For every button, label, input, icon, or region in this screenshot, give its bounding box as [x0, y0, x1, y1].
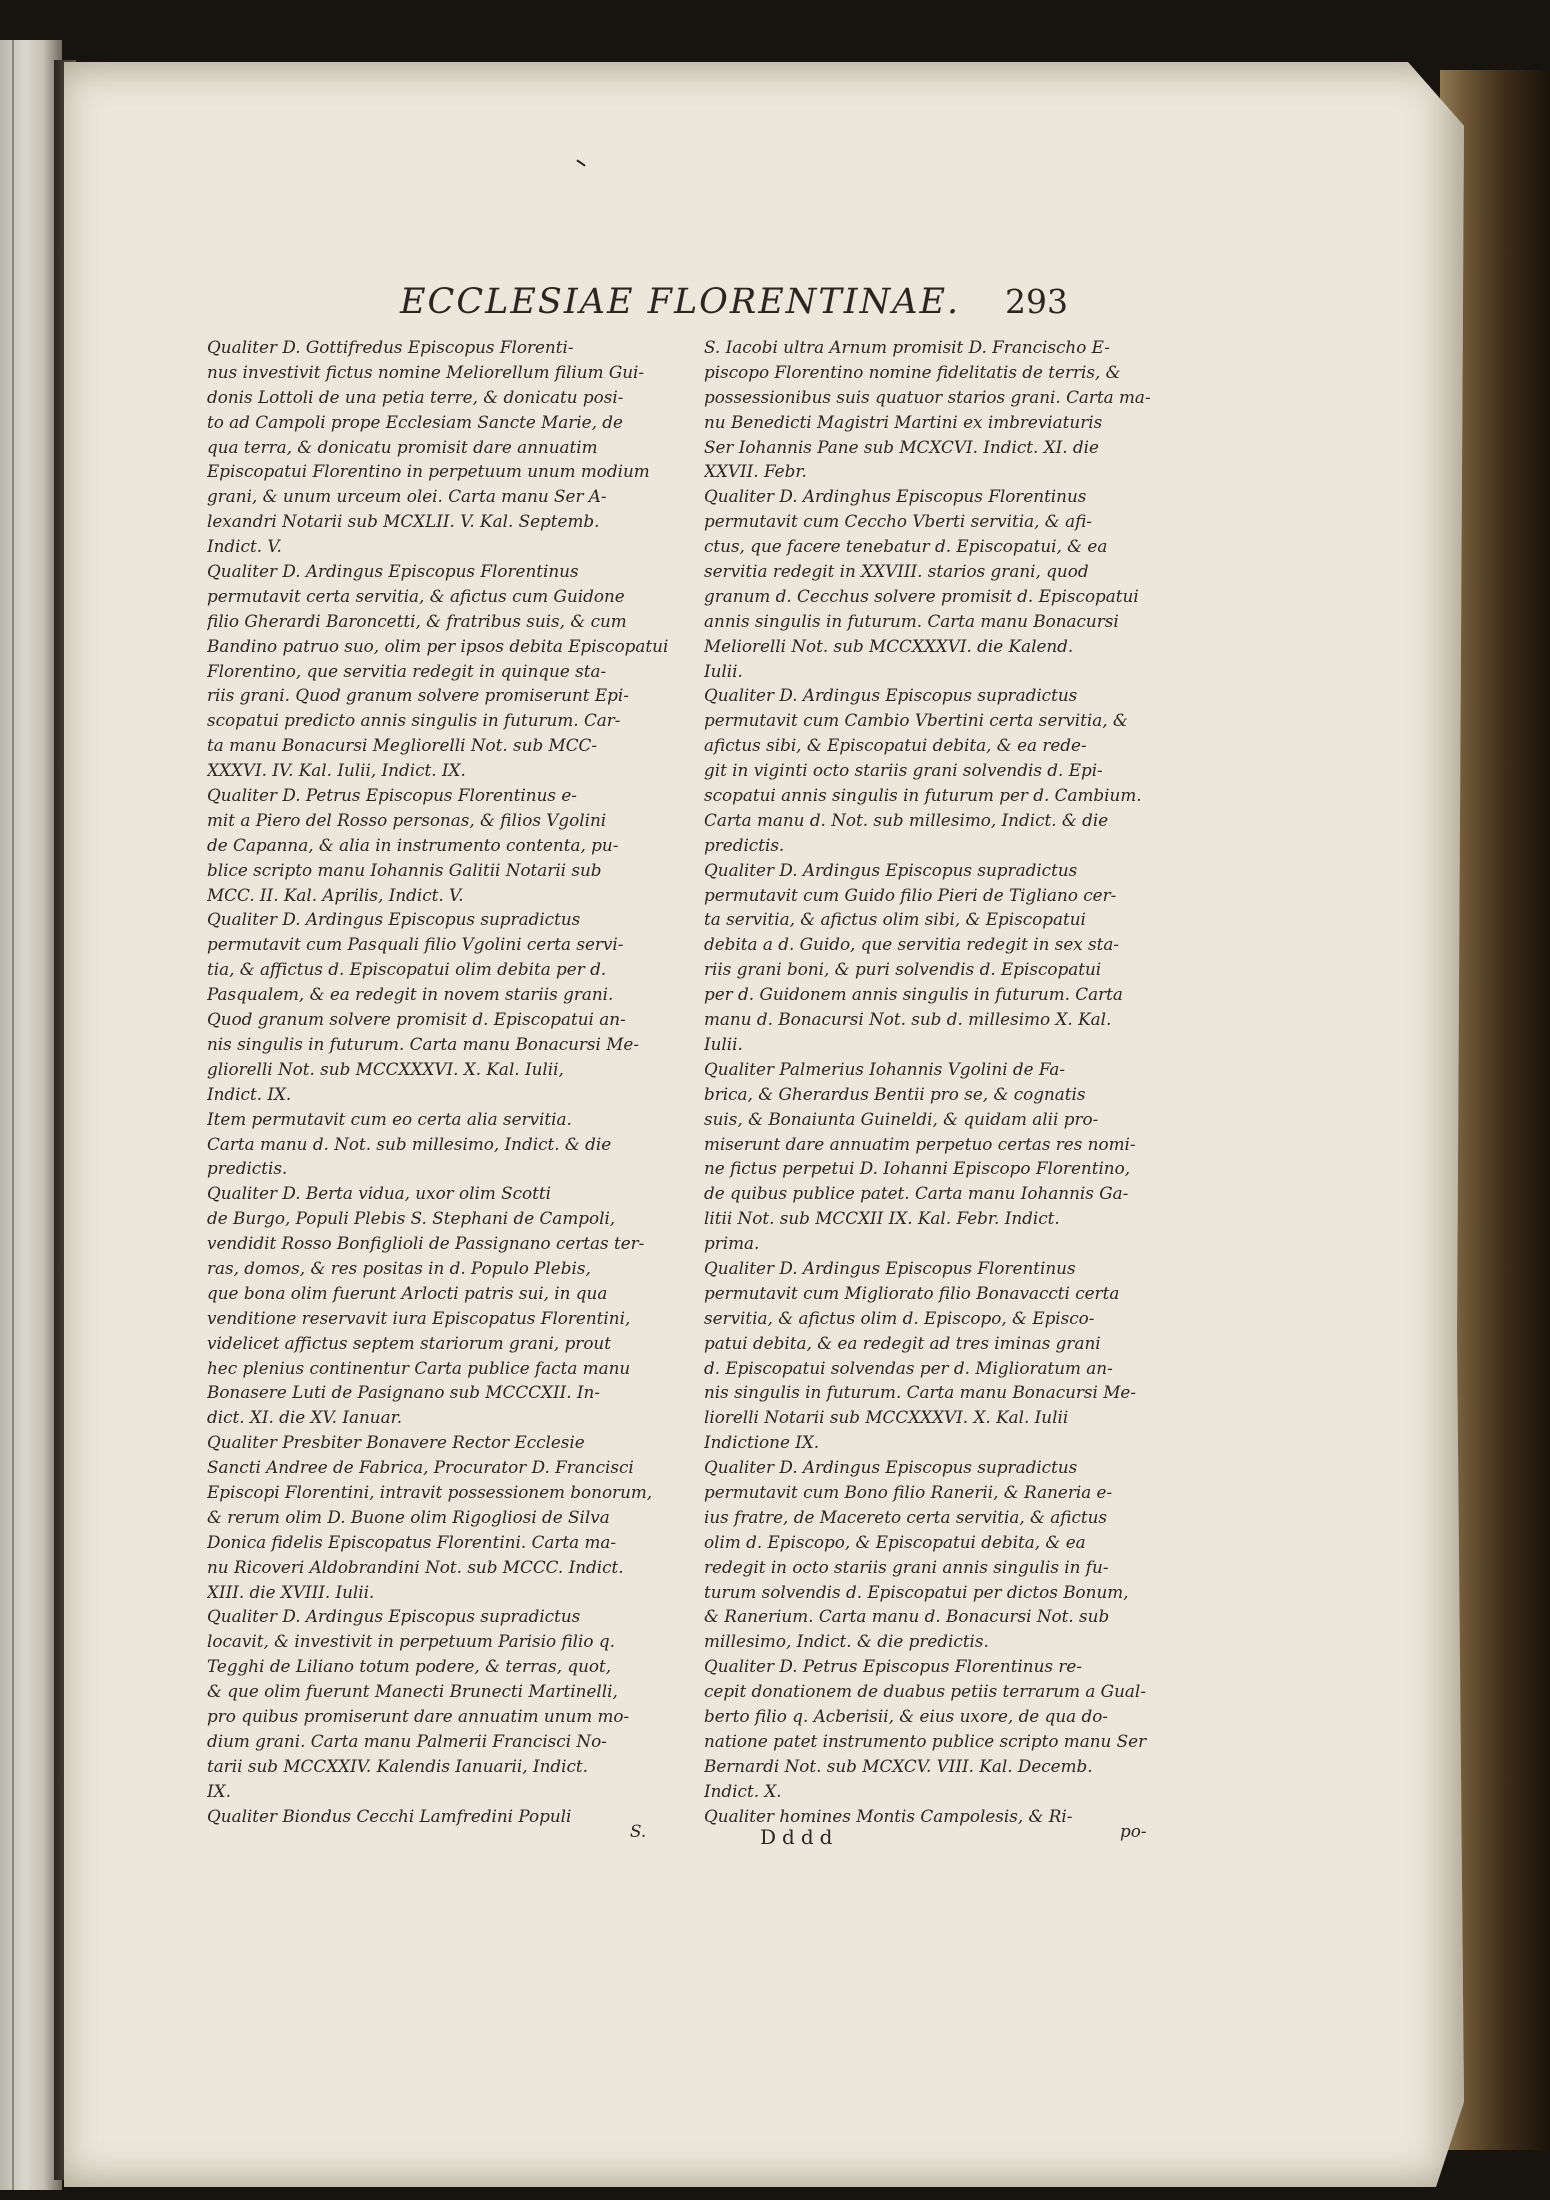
text-line: predictis. — [207, 1158, 288, 1179]
text-line: riis grani boni, & puri solvendis d. Episcopatui — [704, 959, 1102, 980]
text-line: mit a Piero del Rosso personas, & filios Vgolini — [207, 809, 607, 830]
text-line: Qualiter homines Montis Campolesis, & Ri- — [704, 1805, 1073, 1826]
text-line: dict. XI. die XV. Ianuar. — [207, 1407, 403, 1428]
text-column-right — [704, 335, 1174, 1828]
text-line: granum d. Cecchus solvere promisit d. Episcopatui — [704, 585, 1139, 606]
text-line: donis Lottoli de una petia terre, & donicatu posi- — [207, 386, 624, 407]
text-line: permutavit cum Ceccho Vberti servitia, & afi- — [704, 511, 1092, 532]
text-line: blice scripto manu Iohannis Galitii Notarii sub — [207, 859, 602, 880]
text-line: riis grani. Quod granum solvere promiserunt Epi- — [207, 685, 629, 706]
text-line: vendidit Rosso Bonfiglioli de Passignano certas ter- — [207, 1233, 645, 1254]
text-line: ne fictus perpetui D. Iohanni Episcopo Florentino, — [704, 1158, 1131, 1179]
text-line: per d. Guidonem annis singulis in futurum. Carta — [704, 984, 1123, 1005]
catchword-right: po- — [1120, 1821, 1147, 1841]
text-line: Qualiter D. Berta vidua, uxor olim Scotti — [207, 1183, 551, 1204]
text-line: to ad Campoli prope Ecclesiam Sancte Marie, de — [207, 411, 623, 432]
text-line: Pasqualem, & ea redegit in novem stariis grani. — [207, 984, 614, 1005]
text-line: permutavit certa servitia, & afictus cum Guidone — [207, 585, 625, 606]
text-line: Qualiter Presbiter Bonavere Rector Ecclesie — [207, 1432, 585, 1453]
text-line: prima. — [704, 1233, 760, 1254]
text-line: manu d. Bonacursi Not. sub d. millesimo X. Kal. — [704, 1009, 1112, 1030]
text-line: permutavit cum Migliorato filio Bonavaccti certa — [704, 1282, 1120, 1303]
text-line: tia, & affictus d. Episcopatui olim debita per d. — [207, 959, 607, 980]
text-line: dium grani. Carta manu Palmerii Francisci No- — [207, 1730, 607, 1751]
text-line: berto filio q. Acberisii, & eius uxore, de qua do- — [704, 1705, 1108, 1726]
text-line: patui debita, & ea redegit ad tres iminas grani — [704, 1332, 1101, 1353]
text-line: servitia redegit in XXVIII. starios grani, quod — [704, 561, 1089, 582]
text-line: Qualiter D. Ardingus Episcopus supradictus — [207, 1606, 581, 1627]
text-line: Carta manu d. Not. sub millesimo, Indict. & die — [207, 1133, 612, 1154]
text-line: nis singulis in futurum. Carta manu Bonacursi Me- — [207, 1033, 640, 1054]
text-line: XXVII. Febr. — [704, 461, 807, 482]
page-fold-line — [12, 40, 14, 2190]
text-line: qua terra, & donicatu promisit dare annuatim — [207, 436, 598, 457]
text-line: pro quibus promiserunt dare annuatim unum mo- — [207, 1705, 630, 1726]
text-line: natione patet instrumento publice scripto manu Ser — [704, 1730, 1147, 1751]
text-line: ius fratre, de Macereto certa servitia, & afictus — [704, 1506, 1108, 1527]
text-line: Indict. X. — [704, 1780, 782, 1801]
text-line: & rerum olim D. Buone olim Rigogliosi de Silva — [207, 1506, 610, 1527]
text-line: Bernardi Not. sub MCXCV. VIII. Kal. Decemb. — [704, 1755, 1093, 1776]
text-line: olim d. Episcopo, & Episcopatui debita, & ea — [704, 1531, 1086, 1552]
text-line: Sancti Andree de Fabrica, Procurator D. Francisci — [207, 1457, 634, 1478]
text-line: grani, & unum urceum olei. Carta manu Ser A- — [207, 486, 607, 507]
ink-mark — [576, 159, 585, 166]
text-line: Quod granum solvere promisit d. Episcopatui an- — [207, 1009, 626, 1030]
text-line: Indictione IX. — [704, 1432, 820, 1453]
text-line: Florentino, que servitia redegit in quinque sta- — [207, 660, 607, 681]
text-line: Qualiter D. Gottifredus Episcopus Florenti- — [207, 337, 574, 357]
text-line: servitia, & afictus olim d. Episcopo, & Episco- — [704, 1307, 1095, 1328]
text-line: ta servitia, & afictus olim sibi, & Episcopatui — [704, 909, 1086, 930]
text-line: liorelli Notarii sub MCCXXXVI. X. Kal. Iulii — [704, 1407, 1069, 1428]
text-line: permutavit cum Guido filio Pieri de Tigliano cer- — [704, 884, 1117, 905]
running-head: ECCLESIAE FLORENTINAE. — [400, 282, 961, 322]
text-line: nu Benedicti Magistri Martini ex imbreviaturis — [704, 411, 1103, 432]
text-line: Qualiter D. Petrus Episcopus Florentinus e- — [207, 785, 577, 806]
text-line: & Ranerium. Carta manu d. Bonacursi Not. sub — [704, 1606, 1110, 1627]
text-line: millesimo, Indict. & die predictis. — [704, 1631, 989, 1652]
text-line: Qualiter D. Ardingus Episcopus Florentinus — [207, 561, 579, 582]
text-line: MCC. II. Kal. Aprilis, Indict. V. — [207, 884, 464, 905]
text-line: litii Not. sub MCCXII IX. Kal. Febr. Indict. — [704, 1208, 1060, 1229]
text-line: Qualiter D. Ardingus Episcopus Florentinus — [704, 1257, 1076, 1278]
text-line: locavit, & investivit in perpetuum Parisio filio q. — [207, 1631, 615, 1652]
text-line: Bonasere Luti de Pasignano sub MCCCXII. In- — [207, 1382, 600, 1403]
text-line: Episcopi Florentini, intravit possessionem bonorum, — [207, 1481, 653, 1502]
text-line: Indict. IX. — [207, 1083, 292, 1104]
text-line: Item permutavit cum eo certa alia servitia. — [207, 1108, 572, 1129]
text-line: de Capanna, & alia in instrumento contenta, pu- — [207, 834, 619, 855]
text-line: permutavit cum Pasquali filio Vgolini certa servi- — [207, 934, 624, 955]
text-line: tarii sub MCCXXIV. Kalendis Ianuarii, Indict. — [207, 1755, 588, 1776]
text-line: Donica fidelis Episcopatus Florentini. Carta ma- — [207, 1531, 617, 1552]
text-line: Ser Iohannis Pane sub MCXCVI. Indict. XI. die — [704, 436, 1099, 457]
text-line: & que olim fuerunt Manecti Brunecti Martinelli, — [207, 1681, 618, 1702]
text-line: afictus sibi, & Episcopatui debita, & ea rede- — [704, 735, 1087, 756]
text-line: XIII. die XVIII. Iulii. — [207, 1581, 375, 1602]
text-line: annis singulis in futurum. Carta manu Bonacursi — [704, 610, 1119, 631]
text-line: Qualiter D. Ardingus Episcopus supradictus — [704, 859, 1078, 880]
text-line: IX. — [207, 1780, 231, 1801]
text-line: d. Episcopatui solvendas per d. Miglioratum an- — [704, 1357, 1113, 1378]
text-line: Qualiter Biondus Cecchi Lamfredini Populi — [207, 1805, 572, 1826]
text-line: hec plenius continentur Carta publice facta manu — [207, 1357, 631, 1378]
text-line: Qualiter D. Ardinghus Episcopus Florentinus — [704, 486, 1087, 507]
text-line: de quibus publice patet. Carta manu Iohannis Ga- — [704, 1183, 1129, 1204]
text-line: permutavit cum Cambio Vbertini certa servitia, & — [704, 710, 1128, 731]
signature-mark: Dddd — [760, 1825, 839, 1849]
text-line: ta manu Bonacursi Megliorelli Not. sub MCC- — [207, 735, 598, 756]
text-line: Bandino patruo suo, olim per ipsos debita Episcopatui — [207, 635, 669, 656]
text-line: venditione reservavit iura Episcopatus Florentini, — [207, 1307, 631, 1328]
text-line: Iulii. — [704, 1033, 743, 1054]
text-line: XXXVI. IV. Kal. Iulii, Indict. IX. — [207, 760, 466, 781]
text-line: Meliorelli Not. sub MCCXXXVI. die Kalend. — [704, 635, 1074, 656]
text-line: brica, & Gherardus Bentii pro se, & cognatis — [704, 1083, 1086, 1104]
text-line: scopatui annis singulis in futurum per d. Cambium. — [704, 785, 1142, 806]
text-line: permutavit cum Bono filio Ranerii, & Raneria e- — [704, 1481, 1113, 1502]
text-line: possessionibus suis quatuor starios grani. Carta ma- — [704, 386, 1151, 407]
catchword-left: S. — [630, 1821, 647, 1841]
text-line: filio Gherardi Baroncetti, & fratribus suis, & cum — [207, 610, 627, 631]
text-line: Episcopatui Florentino in perpetuum unum modium — [207, 461, 650, 482]
text-line: Iulii. — [704, 660, 743, 681]
text-line: cepit donationem de duabus petiis terrarum a Gual- — [704, 1681, 1146, 1702]
text-line: git in viginti octo stariis grani solvendis d. Epi- — [704, 760, 1103, 781]
text-column-left — [207, 335, 677, 1828]
text-line: suis, & Bonaiunta Guineldi, & quidam alii pro- — [704, 1108, 1099, 1129]
text-line: Qualiter Palmerius Iohannis Vgolini de Fa- — [704, 1058, 1066, 1079]
text-line: gliorelli Not. sub MCCXXXVI. X. Kal. Iulii, — [207, 1058, 564, 1079]
text-line: Qualiter D. Ardingus Episcopus supradictus — [704, 685, 1078, 706]
text-line: Carta manu d. Not. sub millesimo, Indict. & die — [704, 809, 1109, 830]
text-line: turum solvendis d. Episcopatui per dictos Bonum, — [704, 1581, 1129, 1602]
text-line: Qualiter D. Petrus Episcopus Florentinus re- — [704, 1656, 1082, 1677]
text-line: lexandri Notarii sub MCXLII. V. Kal. Septemb. — [207, 511, 600, 532]
previous-page-edge — [0, 40, 62, 2190]
text-line: nu Ricoveri Aldobrandini Not. sub MCCC. Indict. — [207, 1556, 624, 1577]
page-number: 293 — [1005, 282, 1068, 321]
text-line: redegit in octo stariis grani annis singulis in fu- — [704, 1556, 1109, 1577]
text-line: videlicet affictus septem stariorum grani, prout — [207, 1332, 611, 1353]
text-line: de Burgo, Populi Plebis S. Stephani de Campoli, — [207, 1208, 616, 1229]
text-line: S. Iacobi ultra Arnum promisit D. Francischo E- — [704, 337, 1110, 357]
text-line: Qualiter D. Ardingus Episcopus supradictus — [704, 1457, 1078, 1478]
text-line: scopatui predicto annis singulis in futurum. Car- — [207, 710, 621, 731]
text-line: ctus, que facere tenebatur d. Episcopatui, & ea — [704, 536, 1108, 557]
text-line: Qualiter D. Ardingus Episcopus supradictus — [207, 909, 581, 930]
text-line: que bona olim fuerunt Arlocti patris sui, in qua — [207, 1282, 608, 1303]
text-line: Tegghi de Liliano totum podere, & terras, quot, — [207, 1656, 612, 1677]
text-line: nus investivit fictus nomine Meliorellum filium Gui- — [207, 361, 645, 382]
text-line: piscopo Florentino nomine fidelitatis de terris, & — [704, 361, 1121, 382]
text-line: ras, domos, & res positas in d. Populo Plebis, — [207, 1257, 591, 1278]
text-line: nis singulis in futurum. Carta manu Bonacursi Me- — [704, 1382, 1137, 1403]
text-line: miserunt dare annuatim perpetuo certas res nomi- — [704, 1133, 1136, 1154]
text-line: predictis. — [704, 834, 785, 855]
text-line: Indict. V. — [207, 536, 282, 557]
text-line: debita a d. Guido, que servitia redegit in sex sta- — [704, 934, 1120, 955]
